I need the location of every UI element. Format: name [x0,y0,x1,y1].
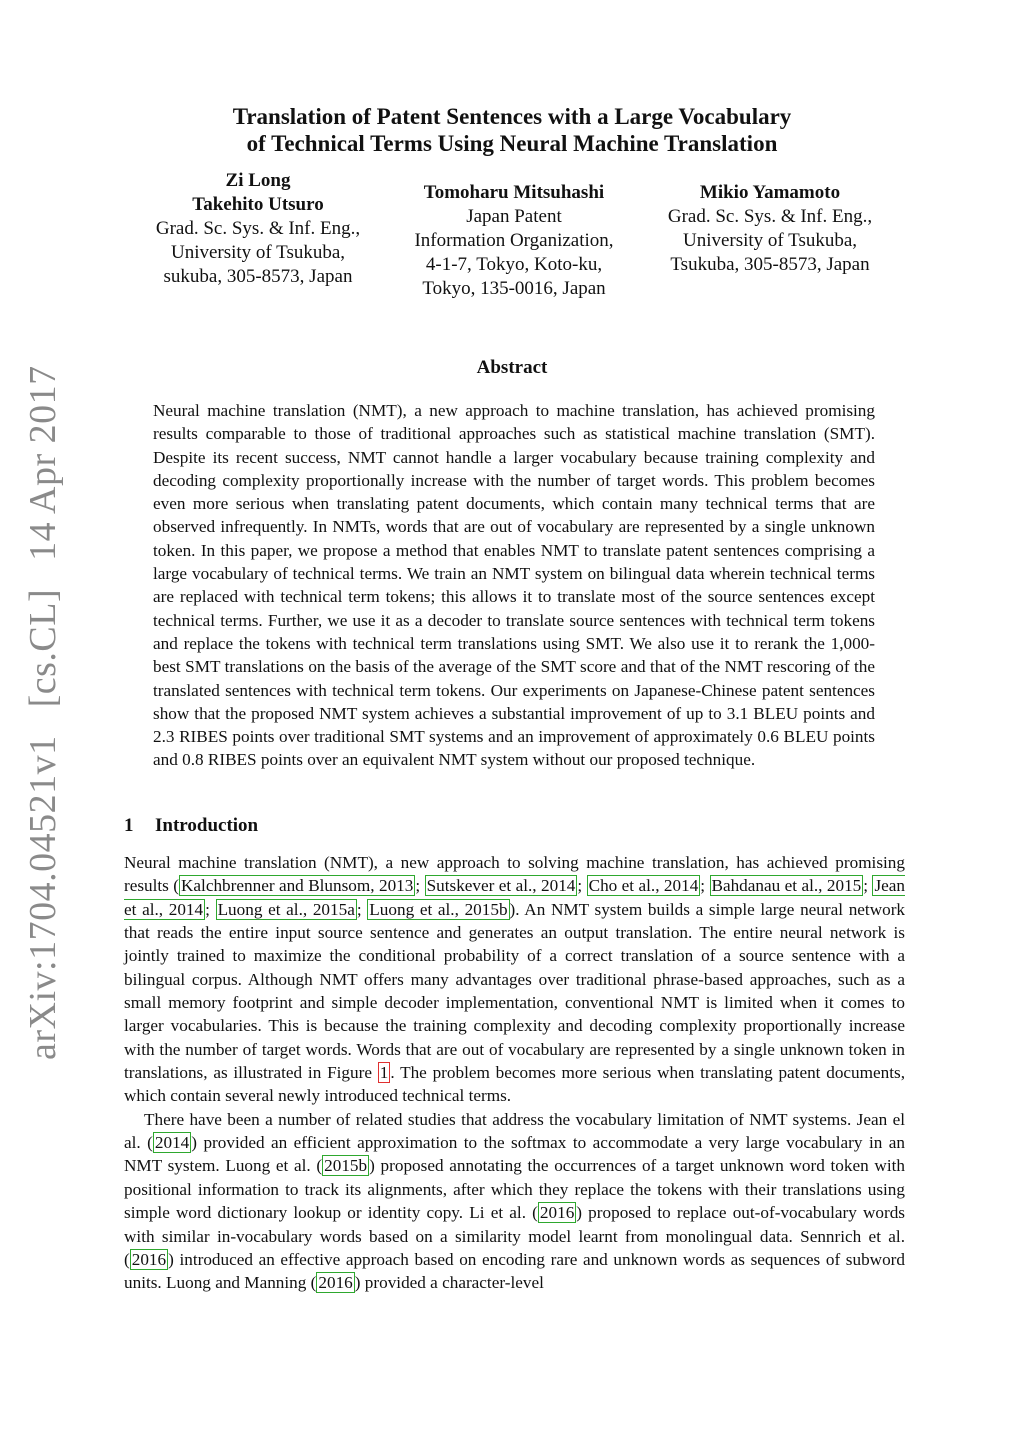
arxiv-date: 14 Apr 2017 [22,365,64,561]
paragraph-text: ) proposed annotating the occurrences of a target unknown word token with positional information to track its alignments, after which they replace the tokens with their translations using simple word dictionary lookup or identity copy. Li et al. ( [124,1156,905,1223]
citation-link[interactable]: Luong et al., 2015a [217,899,355,919]
affiliation-line: University of Tsukuba, [682,230,858,251]
paragraph-text: ) provided an efficient approximation to the softmax to accommodate a very large vocabulary in an NMT system. Luong et al. ( [124,1133,905,1176]
citation-link[interactable]: Luong et al., 2015b [369,899,508,919]
affiliation-line: sukuba, 305-8573, Japan [163,266,353,287]
affiliation-line: Japan Patent [466,206,562,227]
author-block-2 [389,181,639,301]
section-title: Introduction [155,815,259,836]
affiliation-line: University of Tsukuba, [170,242,346,263]
citation-link[interactable]: 2014 [154,1133,190,1153]
citation-separator: ; [415,876,425,896]
section-number: 1 [124,815,134,836]
citation-link[interactable]: Kalchbrenner and Blunsom, 2013 [181,876,414,896]
paragraph-text: ). An NMT system builds a simple large neural network that reads the entire input source sentence and generates an output translation. The entire neural network is jointly trained to maximize the conditional probability of a correct translation of a source sentence with a bilingual corpus. Although NMT offers many advantages over traditional phrase-based approaches, such as a small memory footprint and simple decoder implementation, conventional NMT is limited when it comes to larger vocabularies. This is because the training complexity and decoding complexity proportionally increase with the number of target words. Words that are out of vocabulary are represented by a single unknown token in translations, as illustrated in Figure [124,899,906,1083]
citation-link[interactable]: Jean et al., 2014 [124,876,906,919]
arxiv-category: [cs.CL] [22,588,64,708]
paragraph [124,1108,905,1295]
paragraph-text: There have been a number of related studies that address the vocabulary limitation of NMT systems. Jean el al. ( [124,1109,905,1153]
citation-separator: ; [863,876,873,896]
paragraph-text: ) introduced an effective approach based on encoding rare and unknown words as sequences of subword units. Luong and Manning ( [124,1249,905,1293]
section-heading [124,814,258,838]
affiliation-line: Grad. Sc. Sys. & Inf. Eng., [667,206,873,227]
abstract-body [153,399,875,772]
affiliation-line: Tokyo, 135-0016, Japan [422,278,606,299]
affiliation-line: Information Organization, [414,230,614,251]
arxiv-id: arXiv:1704.04521v1 [22,735,64,1060]
abstract-text: Neural machine translation (NMT), a new approach to machine translation, has achieved promising results comparable to those of traditional approaches such as statistical machine translation (SMT). Despite its recent success, NMT cannot handle a larger vocabulary because training complexity and decoding complexity proportionally increase with the number of target words. This problem becomes even more serious when translating patent documents, which contain many technical terms that are observed infrequently. In NMTs, words that are out of vocabulary are represented by a single unknown token. In this paper, we propose a method that enables NMT to translate patent sentences comprising a large vocabulary of technical terms. We train an NMT system on bilingual data wherein technical terms are replaced with technical term tokens; this allows it to translate most of the source sentences except technical terms. Further, we use it as a decoder to translate source sentences with technical term tokens and replace the tokens with technical term translations using SMT. We also use it to rerank the 1,000-best SMT translations on the basis of the average of the SMT score and that of the NMT rescoring of the translated sentences with technical term tokens. Our experiments on Japanese-Chinese patent sentences show that the proposed NMT system achieves a substantial improvement of up to 3.1 BLEU points and 2.3 RIBES points over traditional SMT systems and an improvement of approximately 0.6 BLEU points and 0.8 RIBES points over an equivalent NMT system without our proposed technique. [153,401,875,770]
citation-link[interactable]: 2016 [131,1249,167,1269]
citation-separator: ; [700,876,710,896]
citation-separator: ; [577,876,587,896]
author-block-3 [639,181,901,277]
paper-title-line-2: of Technical Terms Using Neural Machine Translation [246,131,778,156]
citation-link[interactable]: Sutskever et al., 2014 [426,876,576,896]
paragraph-text: ) proposed to replace out-of-vocabulary words with similar in-vocabulary words based on a similarity model learnt from monolingual data. Sennrich et al. ( [124,1203,905,1269]
section-body [124,851,905,1295]
citation-link[interactable]: 2016 [318,1273,353,1293]
abstract-heading: Abstract [476,357,548,378]
paragraph-text: Neural machine translation (NMT), a new approach to solving machine translation, has achieved promising results ( [124,853,905,896]
affiliation-line: 4-1-7, Tokyo, Koto-ku, [425,254,603,275]
author-name: Mikio Yamamoto [699,182,841,203]
affiliation-line: Tsukuba, 305-8573, Japan [670,254,870,275]
citation-link[interactable]: 2016 [539,1203,575,1223]
citation-link[interactable]: Cho et al., 2014 [588,876,699,896]
arxiv-stamp [18,160,68,1060]
citation-separator: ; [205,899,216,919]
author-block-1 [127,169,389,289]
paper-title-line-1: Translation of Patent Sentences with a Large Vocabulary [232,104,792,129]
author-name: Zi Long [225,170,291,191]
author-name: Tomoharu Mitsuhashi [423,182,605,203]
citation-separator: ; [356,899,368,919]
figure-reference-link[interactable]: 1 [379,1063,389,1083]
paragraph [124,851,905,1108]
citation-link[interactable]: 2015b [324,1156,368,1176]
paragraph-text: ) provided a character-level [354,1273,544,1293]
paper-title [0,103,1024,157]
citation-link[interactable]: Bahdanau et al., 2015 [711,876,862,896]
author-name: Takehito Utsuro [192,194,324,215]
affiliation-line: Grad. Sc. Sys. & Inf. Eng., [155,218,361,239]
paragraph-text: . The problem becomes more serious when translating patent documents, which contain several newly introduced technical terms. [124,1063,905,1106]
